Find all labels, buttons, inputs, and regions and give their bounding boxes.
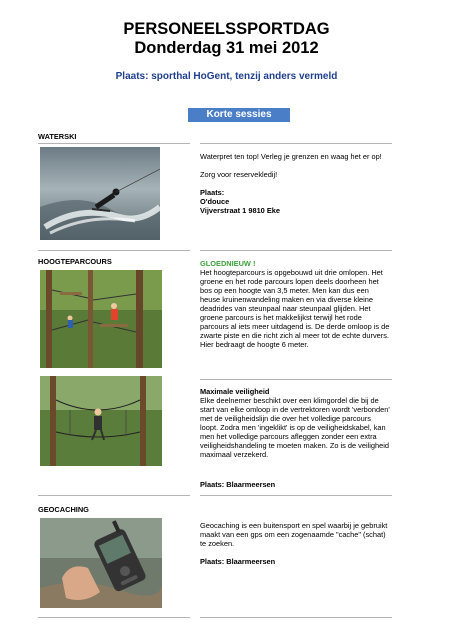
geocaching-text xyxy=(200,521,390,566)
safety-body: Elke deelnemer beschikt over een klimgordel die bij de start van elke omloop in de vertrektoren wordt 'verbonden' met de veiligheidslijn die over het volledige parcours loopt. Zodra men 'ingeklikt' is op de veiligheidskabel, kan men het volledige parcours afleggen zonder een extra veiligheidshandeling te moeten maken. Zo is de veiligheid maximaal verzekerd. xyxy=(200,396,390,459)
hoogteparcours-text xyxy=(200,259,390,349)
waterski-rule-right xyxy=(200,143,392,144)
waterski-rule-left xyxy=(38,143,190,144)
waterski-p2: Zorg voor reservekledij! xyxy=(200,170,278,179)
page-title-line2: Donderdag 31 mei 2012 xyxy=(134,39,319,57)
geocaching-photo xyxy=(40,518,162,608)
bottom-rule-left xyxy=(38,617,190,618)
geocaching-place: Plaats: Blaarmeersen xyxy=(200,557,276,566)
hoogteparcours-body: Het hoogteparcours is opgebouwd uit drie omlopen. Het groene en het rode parcours lopen deels doorheen het bos op een hoogte van 3,5 meter. Men kan dus een heuse kruinenwandeling maken en via diverse kleine deadrides van steunpaal naar steunpaal glijden. Het groene parcours is het makkelijkst terwijl het rode parcours al iets meer uitdagend is. De derde omloop is de zwarte piste en die richt zich al meer tot de echte durvers. Hier bedraagt de hoogte 6 meter. xyxy=(200,268,390,349)
waterski-p1: Waterpret ten top! Verleg je grenzen en waag het er op! xyxy=(200,152,382,161)
page-subtitle: Plaats: sporthal HoGent, tenzij anders vermeld xyxy=(115,71,338,82)
hoogteparcours-heading: HOOGTEPARCOURS xyxy=(38,257,112,266)
waterski-place-address: Vijverstraat 1 9810 Eke xyxy=(200,206,280,215)
waterski-photo xyxy=(40,147,160,240)
safety-heading: Maximale veiligheid xyxy=(200,387,270,396)
safety-text xyxy=(200,387,390,459)
geocaching-rule-left xyxy=(38,495,190,496)
hoogteparcours-place: Plaats: Blaarmeersen xyxy=(200,480,276,489)
hoogte-rule-left xyxy=(38,250,190,251)
geocaching-heading: GEOCACHING xyxy=(38,505,89,514)
page-title-line1: PERSONEELSSPORTDAG xyxy=(123,20,330,38)
waterski-text xyxy=(200,152,390,215)
bottom-rule-right xyxy=(200,617,392,618)
hoogteparcours-photo-2 xyxy=(40,376,162,466)
hoogte-rule-right xyxy=(200,250,392,251)
hoogteparcours-place-wrap xyxy=(200,480,390,489)
hoogteparcours-tag: GLOEDNIEUW ! xyxy=(200,259,256,268)
waterski-place-name: O'douce xyxy=(200,197,230,206)
safety-rule xyxy=(200,379,392,380)
geocaching-body: Geocaching is een buitensport en spel waarbij je gebruikt maakt van een gps om een zogenaamde "cache" (schat) te zoeken. xyxy=(200,521,388,548)
geocaching-rule-right xyxy=(200,495,392,496)
waterski-place-label: Plaats: xyxy=(200,188,225,197)
hoogteparcours-photo-1 xyxy=(40,270,162,368)
section-banner: Korte sessies xyxy=(188,108,290,122)
waterski-heading: WATERSKI xyxy=(38,132,77,141)
